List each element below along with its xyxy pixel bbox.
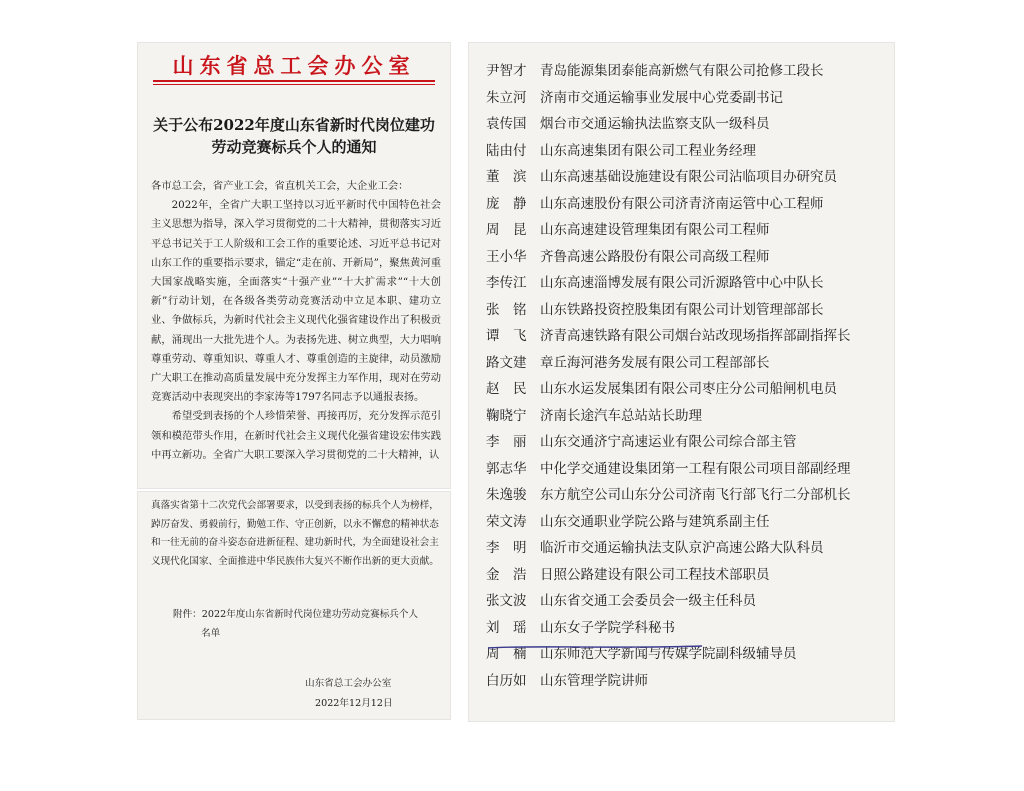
honoree-title: 齐鲁高速公路股份有限公司高级工程师 — [540, 248, 770, 265]
honoree-title: 济南市交通运输事业发展中心党委副书记 — [540, 89, 783, 106]
honoree-name: 路文建 — [486, 354, 527, 371]
attachment-line-1: 附件：2022年度山东省新时代岗位建功劳动竞赛标兵个人 — [173, 609, 419, 620]
notice-title-line1: 关于公布2022年度山东省新时代岗位建功 — [153, 116, 435, 134]
honoree-title: 山东高速股份有限公司济青济南运管中心工程师 — [540, 195, 824, 212]
honoree-name: 庞 静 — [486, 195, 527, 212]
honoree-title: 济青高速铁路有限公司烟台站改现场指挥部副指挥长 — [540, 328, 851, 344]
handwritten-underline — [486, 644, 704, 650]
honoree-title: 山东铁路投资控股集团有限公司计划管理部部长 — [540, 301, 824, 318]
honoree-title: 东方航空公司山东分公司济南飞行部飞行二分部机长 — [540, 487, 851, 503]
honoree-name: 金 浩 — [486, 566, 527, 583]
honoree-name: 王小华 — [486, 248, 527, 265]
list-item — [486, 86, 886, 110]
list-item — [486, 351, 886, 375]
list-item — [486, 563, 886, 587]
honoree-title: 山东高速建设管理集团有限公司工程师 — [540, 222, 770, 238]
list-item — [486, 589, 886, 613]
list-item — [486, 139, 886, 163]
paragraph-2: 希望受到表扬的个人珍惜荣誉、再接再厉，充分发挥示范引领和模范带头作用，在新时代社会主义现代化强省建设宏伟实践中再立新功。全省广大职工要深入学习贯彻党的二十大精神，认 — [151, 410, 441, 461]
honoree-title: 章丘海河港务发展有限公司工程部部长 — [540, 354, 770, 371]
honoree-name: 李 丽 — [486, 434, 527, 450]
list-item — [486, 510, 886, 534]
list-item — [486, 457, 886, 481]
paragraph-3: 真落实省第十二次党代会部署要求，以受到表扬的标兵个人为榜样，踔厉奋发、勇毅前行，勤勉工作、守正创新，以永不懈怠的精神状态和一往无前的奋斗姿态奋进新征程、建功新时代，为全面建设社会主义现代化国家、全面推进中华民族伟大复兴不断作出新的更大贡献。 — [151, 500, 439, 567]
honoree-list-page — [468, 42, 895, 722]
honoree-name: 朱逸骏 — [486, 487, 527, 503]
honoree-title: 济南长途汽车总站站长助理 — [540, 407, 702, 424]
list-item — [486, 59, 886, 83]
honoree-title: 山东高速淄博发展有限公司沂源路管中心中队长 — [540, 275, 824, 291]
honoree-name: 荣文涛 — [486, 513, 527, 530]
honoree-name: 白历如 — [486, 672, 527, 689]
notice-body — [151, 177, 441, 465]
honoree-name: 袁传国 — [486, 116, 527, 132]
honoree-name: 朱立河 — [486, 89, 527, 106]
honoree-title: 山东女子学院学科秘书 — [540, 619, 675, 636]
honoree-name: 董 滨 — [486, 169, 527, 185]
honoree-title: 烟台市交通运输执法监察支队一级科员 — [540, 116, 770, 132]
honoree-name: 李 明 — [486, 540, 527, 556]
letterhead-rule-thin — [153, 84, 435, 85]
honoree-title: 中化学交通建设集团第一工程有限公司项目部副经理 — [540, 460, 851, 477]
honoree-title: 山东交通济宁高速运业有限公司综合部主管 — [540, 434, 797, 450]
honoree-name: 张文波 — [486, 593, 527, 609]
honoree-name: 赵 民 — [486, 381, 527, 397]
list-item — [486, 616, 886, 640]
list-item — [486, 536, 886, 560]
notice-title-line2: 劳动竞赛标兵个人的通知 — [211, 138, 377, 156]
honoree-title: 临沂市交通运输执法支队京沪高速公路大队科员 — [540, 540, 824, 556]
list-item — [486, 112, 886, 136]
list-item — [486, 271, 886, 295]
letterhead: 山东省总工会办公室 — [172, 53, 416, 78]
honoree-title: 青岛能源集团泰能高新燃气有限公司抢修工段长 — [540, 63, 824, 79]
letterhead-rule — [153, 80, 435, 82]
list-item — [486, 669, 886, 693]
honoree-name: 张 铭 — [486, 301, 527, 318]
list-item — [486, 404, 886, 428]
list-item — [486, 324, 886, 348]
honoree-title: 山东高速基础设施建设有限公司沾临项目办研究员 — [540, 169, 837, 185]
list-item — [486, 245, 886, 269]
honoree-name: 刘 瑶 — [486, 619, 527, 636]
honoree-name: 周 昆 — [486, 222, 527, 238]
honoree-title: 山东交通职业学院公路与建筑系副主任 — [540, 513, 770, 530]
honoree-title: 日照公路建设有限公司工程技术部职员 — [540, 566, 770, 583]
notice-page-top — [137, 42, 451, 489]
honoree-name: 鞠晓宁 — [486, 407, 527, 424]
signature-date: 2022年12月12日 — [315, 698, 393, 709]
honoree-title: 山东管理学院讲师 — [540, 672, 648, 689]
list-item — [486, 483, 886, 507]
paragraph-1: 2022年，全省广大职工坚持以习近平新时代中国特色社会主义思想为指导，深入学习贯彻党的二十大精神，贯彻落实习近平总书记关于工人阶级和工会工作的重要论述、习近平总书记对山东工作的重要指示要求，锚定“走在前、开新局”，聚焦黄河重大国家战略实施，全面落实“十强产业”“十大扩需求”“十大创新”行动计划，在各级各类劳动竞赛活动中立足本职、建功立业、争做标兵，为新时代社会主义现代化强省建设作出了积极贡献，涌现出一大批先进个人。为表扬先进、树立典型，大力唱响尊重劳动、尊重知识、尊重人才、尊重创造的主旋律，动员激励广大职工在推动高质量发展中充分发挥主力军作用，现对在劳动竞赛活动中表现突出的李家涛等1797名同志予以通报表扬。 — [151, 199, 441, 404]
honoree-name: 郭志华 — [486, 460, 527, 477]
salutation: 各市总工会，省产业工会，省直机关工会，大企业工会： — [151, 180, 409, 192]
honoree-name: 李传江 — [486, 275, 527, 291]
list-item — [486, 298, 886, 322]
list-item — [486, 377, 886, 401]
honoree-title: 山东省交通工会委员会一级主任科员 — [540, 593, 756, 609]
signature-org: 山东省总工会办公室 — [305, 678, 392, 689]
honoree-title: 山东师范大学新闻与传媒学院副科级辅导员 — [540, 646, 797, 662]
honoree-name: 尹智才 — [486, 63, 527, 79]
honoree-title: 山东水运发展集团有限公司枣庄分公司船闸机电员 — [540, 381, 837, 397]
list-item — [486, 192, 886, 216]
honoree-name: 陆由付 — [486, 142, 527, 159]
honoree-name: 谭 飞 — [486, 328, 527, 344]
honoree-name: 周 楠 — [486, 646, 527, 662]
honoree-title: 山东高速集团有限公司工程业务经理 — [540, 142, 756, 159]
list-item — [486, 218, 886, 242]
notice-page-bottom — [137, 491, 451, 720]
attachment-line-2: 名单 — [201, 628, 221, 639]
list-item — [486, 165, 886, 189]
list-item — [486, 430, 886, 454]
